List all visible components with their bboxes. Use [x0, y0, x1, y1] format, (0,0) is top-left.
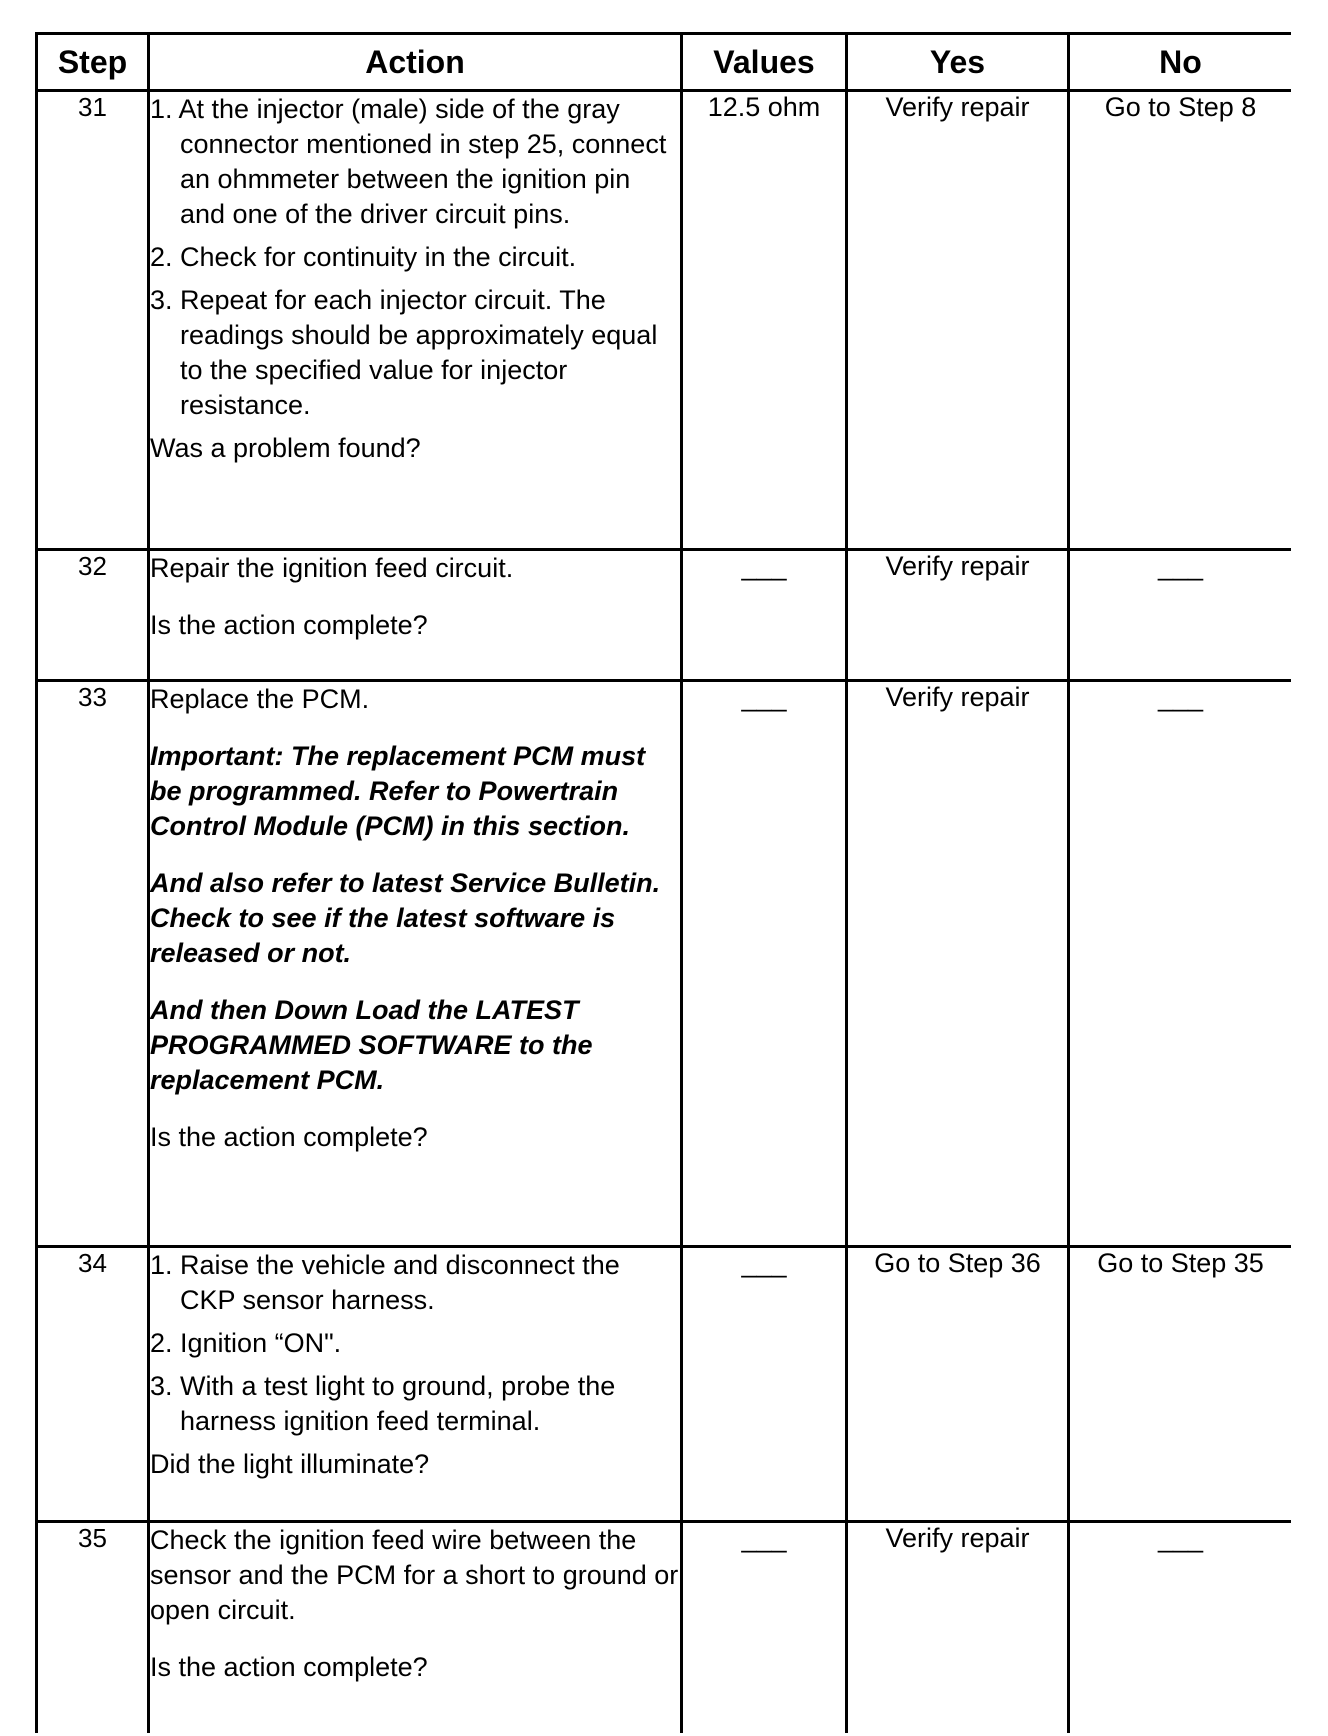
important-note: And also refer to latest Service Bulletin. Check to see if the latest software is released or not. — [150, 868, 661, 968]
action-item: 2. Check for continuity in the circuit. — [150, 242, 577, 272]
header-action: Action — [149, 34, 682, 91]
header-row — [37, 34, 1292, 91]
action-cell — [149, 681, 682, 1247]
step-number: 35 — [37, 1522, 149, 1734]
no-cell: ___ — [1069, 550, 1292, 681]
action-list — [150, 1248, 680, 1439]
header-no: No — [1069, 34, 1292, 91]
yes-cell: Verify repair — [847, 1522, 1069, 1734]
step-number: 31 — [37, 91, 149, 550]
header-yes: Yes — [847, 34, 1069, 91]
values-cell: 12.5 ohm — [682, 91, 847, 550]
values-cell: ___ — [682, 1247, 847, 1522]
action-item: 3. With a test light to ground, probe the harness ignition feed terminal. — [150, 1371, 616, 1436]
action-cell — [149, 91, 682, 550]
table-row-step-35 — [37, 1522, 1292, 1734]
action-text: Repair the ignition feed circuit. — [150, 553, 514, 583]
values-cell: ___ — [682, 681, 847, 1247]
no-cell: ___ — [1069, 1522, 1292, 1734]
action-question: Is the action complete? — [150, 610, 428, 640]
action-question: Is the action complete? — [150, 1652, 428, 1682]
action-item: 1. Raise the vehicle and disconnect the CKP sensor harness. — [150, 1250, 620, 1315]
action-item: 2. Ignition “ON". — [150, 1328, 342, 1358]
table-row-step-32 — [37, 550, 1292, 681]
step-number: 33 — [37, 681, 149, 1247]
values-cell: ___ — [682, 550, 847, 681]
diagnostic-table — [35, 32, 1291, 1733]
important-note: Important: The replacement PCM must be programmed. Refer to Powertrain Control Module (PCM) in this section. — [150, 741, 646, 841]
table-row-step-34 — [37, 1247, 1292, 1522]
table-row-step-31 — [37, 91, 1292, 550]
important-note: And then Down Load the LATEST PROGRAMMED SOFTWARE to the replacement PCM. — [150, 995, 593, 1095]
no-cell: Go to Step 35 — [1069, 1247, 1292, 1522]
yes-cell: Verify repair — [847, 550, 1069, 681]
action-cell — [149, 550, 682, 681]
no-cell: ___ — [1069, 681, 1292, 1247]
action-item: 3. Repeat for each injector circuit. The readings should be approximately equal to the specified value for injector resistance. — [150, 285, 658, 420]
values-cell: ___ — [682, 1522, 847, 1734]
no-cell: Go to Step 8 — [1069, 91, 1292, 550]
step-number: 34 — [37, 1247, 149, 1522]
header-values: Values — [682, 34, 847, 91]
yes-cell: Go to Step 36 — [847, 1247, 1069, 1522]
action-question: Was a problem found? — [150, 433, 421, 463]
action-question: Did the light illuminate? — [150, 1449, 430, 1479]
step-number: 32 — [37, 550, 149, 681]
table-row-step-33 — [37, 681, 1292, 1247]
yes-cell: Verify repair — [847, 681, 1069, 1247]
action-list — [150, 92, 680, 423]
header-step: Step — [37, 34, 149, 91]
action-text: Check the ignition feed wire between the sensor and the PCM for a short to ground or open circuit. — [150, 1525, 679, 1625]
action-question: Is the action complete? — [150, 1122, 428, 1152]
action-text: Replace the PCM. — [150, 684, 370, 714]
diagnostic-table-page — [35, 32, 1291, 1736]
action-item: 1. At the injector (male) side of the gray connector mentioned in step 25, connect an ohmmeter between the ignition pin and one of the driver circuit pins. — [150, 94, 667, 229]
action-cell — [149, 1522, 682, 1734]
yes-cell: Verify repair — [847, 91, 1069, 550]
action-cell — [149, 1247, 682, 1522]
